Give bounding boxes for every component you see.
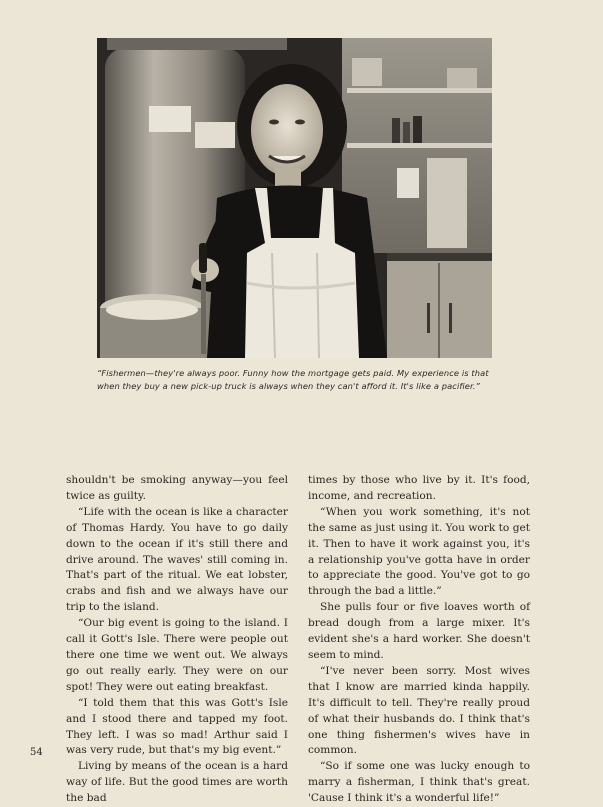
left-column — [66, 473, 288, 807]
paragraph: “Our big event is going to the island. I call it Gott's Isle. There were people out there one time we went out. We always go out really early. They were on our spot! They were out eating breakfast. — [66, 617, 288, 693]
paragraph: shouldn't be smoking anyway—you feel twice as guilty. — [66, 474, 288, 502]
photo-woman-in-kitchen — [97, 38, 492, 358]
paragraph: “I've never been sorry. Most wives that I know are married kinda happily. It's difficult to tell. They're really proud of what their husbands do. I think that's one thing fishermen's wives have in common. — [308, 664, 530, 757]
paragraph: times by those who live by it. It's food, income, and recreation. — [308, 474, 530, 502]
paragraph: She pulls four or five loaves worth of bread dough from a large mixer. It's evident she's a hard worker. She doesn't seem to mind. — [308, 601, 530, 661]
paragraph: Living by means of the ocean is a hard way of life. But the good times are worth the bad — [66, 760, 288, 805]
page-number: 54 — [30, 747, 43, 758]
paragraph: “Life with the ocean is like a character of Thomas Hardy. You have to go daily down to the ocean if it's still there and drive around. The waves' still coming in. That's part of the ritual. We eat lobster, crabs and fish and we always have our trip to the island. — [66, 505, 288, 614]
paragraph: “I told them that this was Gott's Isle and I stood there and tapped my foot. They left. I was so mad! Arthur said I was very rude, but that's my big event.” — [66, 696, 288, 757]
photo-caption: “Fishermen—they're always poor. Funny how the mortgage gets paid. My experience is that when they buy a new pick-up truck is always when they can't afford it. It's like a pacifier.” — [97, 368, 489, 391]
paragraph: “So if some one was lucky enough to marry a fisherman, I think that's great. 'Cause I think it's a wonderful life!” — [308, 760, 530, 805]
paragraph: “When you work something, it's not the same as just using it. You work to get it. Then to have it work against you, it's a relationship you've gotta have in order to appreciate the good. You've got to go through the bad a little.” — [308, 505, 530, 598]
photo-woman-in-apron-icon — [97, 38, 492, 358]
right-column — [308, 473, 530, 807]
